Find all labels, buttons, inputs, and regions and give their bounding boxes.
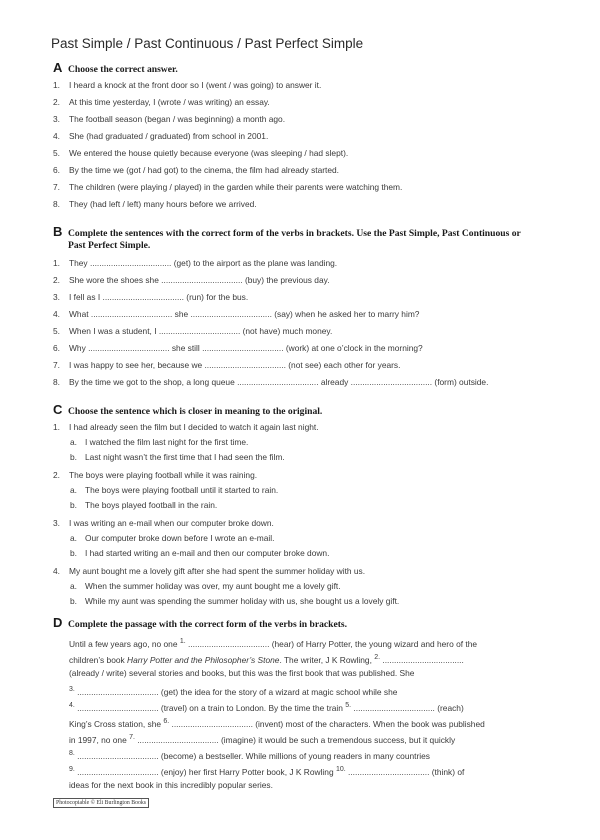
passage-line-10 (69, 780, 273, 791)
item-text: Why ................................... she still ................................... (work) at one o’clock in the morning? (69, 343, 423, 353)
section-c-item-3-option-b (70, 548, 329, 559)
passage-text: (already / write) several stories and books, but this was the first book that was published. She (69, 668, 415, 678)
photocopiable-footer: Photocopiable © Eli Burlington Books (53, 798, 149, 808)
passage-line-2 (69, 652, 464, 666)
section-a-item-8 (53, 199, 257, 210)
option-text: Our computer broke down before I wrote an e-mail. (85, 533, 275, 543)
section-a-item-7 (53, 182, 402, 193)
section-a-heading (53, 60, 178, 76)
passage-text: children’s book (69, 654, 128, 665)
item-text: The boys were playing football while it was raining. (69, 470, 258, 480)
option-text: The boys were playing football until it started to rain. (85, 485, 279, 495)
item-text: She (had graduated / graduated) from school in 2001. (69, 131, 269, 141)
item-text: We entered the house quietly because everyone (was sleeping / had slept). (69, 148, 349, 158)
section-c-item-4-option-b (70, 596, 399, 607)
option-text: The boys played football in the rain. (85, 500, 218, 510)
passage-text: ................................... (hear) of Harry Potter, the young wizard and hero of the (185, 638, 478, 649)
item-number: 4. (53, 566, 60, 576)
passage-line-6 (69, 716, 485, 730)
section-a-item-3 (53, 114, 285, 125)
passage-text: ................................... (enjoy) her first Harry Potter book, J K Rowling (74, 766, 336, 777)
item-number: 6. (53, 343, 60, 353)
item-number: 7. (53, 360, 60, 370)
item-number: 2. (53, 470, 60, 480)
item-text: My aunt bought me a lovely gift after she had spent the summer holiday with us. (69, 566, 366, 576)
item-number: 5. (53, 148, 60, 158)
section-a-instruction: Choose the correct answer. (68, 64, 178, 75)
item-text: I was happy to see her, because we ................................... (not see) each other for years. (69, 360, 401, 370)
passage-text: Until a few years ago, no one (69, 638, 180, 649)
gap-number: 4. (69, 702, 75, 709)
passage-line-7 (69, 732, 455, 746)
book-title: Harry Potter and the Philosopher’s Stone (127, 654, 280, 665)
item-number: 8. (53, 377, 60, 387)
instruction-line-2: Past Perfect Simple. (68, 240, 151, 251)
section-b-item-6 (53, 343, 423, 354)
section-d-heading (53, 615, 347, 631)
passage-text: ................................... (invent) most of the characters. When the book was published (169, 718, 485, 729)
item-text: I was writing an e-mail when our computer broke down. (69, 518, 274, 528)
item-text: I heard a knock at the front door so I (went / was going) to answer it. (69, 80, 322, 90)
item-number: 4. (53, 309, 60, 319)
item-number: 3. (53, 114, 60, 124)
item-text: When I was a student, I ................................... (not have) much money. (69, 326, 333, 336)
section-c-letter: C (53, 402, 63, 417)
section-c-item-1-option-b (70, 452, 285, 463)
item-number: 3. (53, 292, 60, 302)
item-text: By the time we got to the shop, a long queue ................................... already ................................... (form) outside. (69, 377, 489, 387)
item-text: I fell as I ................................... (run) for the bus. (69, 292, 249, 302)
section-a-item-6 (53, 165, 339, 176)
section-b-item-5 (53, 326, 332, 337)
passage-line-5 (69, 700, 464, 714)
section-a-letter: A (53, 60, 63, 75)
item-number: 1. (53, 80, 60, 90)
section-b-item-2 (53, 275, 330, 286)
option-letter: a. (70, 437, 77, 447)
item-number: 2. (53, 97, 60, 107)
page-title: Past Simple / Past Continuous / Past Perfect Simple (51, 36, 364, 51)
section-c-item-1 (53, 422, 319, 433)
section-b-heading (53, 224, 521, 252)
option-text: When the summer holiday was over, my aunt bought me a lovely gift. (85, 581, 341, 591)
passage-line-8 (69, 748, 430, 762)
section-d-letter: D (53, 615, 63, 630)
option-letter: b. (70, 596, 77, 606)
section-c-instruction: Choose the sentence which is closer in meaning to the original. (68, 406, 323, 417)
section-c-item-1-option-a (70, 437, 248, 448)
gap-number: 7. (129, 734, 135, 741)
passage-text: in 1997, no one (69, 734, 130, 745)
item-text: I had already seen the film but I decided to watch it again last night. (69, 422, 319, 432)
section-c-item-2 (53, 470, 257, 481)
option-letter: a. (70, 581, 77, 591)
section-c-item-2-option-b (70, 500, 217, 511)
item-text: The children (were playing / played) in the garden while their parents were watching them. (69, 182, 403, 192)
gap-number: 9. (69, 766, 75, 773)
item-number: 6. (53, 165, 60, 175)
item-text: They (had left / left) many hours before we arrived. (69, 199, 257, 209)
item-text: What ................................... she ................................... (say) when he asked her to marry him? (69, 309, 420, 319)
option-letter: b. (70, 500, 77, 510)
section-d-instruction: Complete the passage with the correct form of the verbs in brackets. (68, 619, 348, 630)
passage-line-1 (69, 636, 477, 650)
option-text: I watched the film last night for the first time. (85, 437, 249, 447)
option-text: While my aunt was spending the summer holiday with us, she bought us a lovely gift. (85, 596, 400, 606)
passage-text: ................................... (380, 654, 464, 665)
item-text: The football season (began / was beginning) a month ago. (69, 114, 286, 124)
option-letter: a. (70, 485, 77, 495)
section-c-item-4 (53, 566, 365, 577)
item-number: 8. (53, 199, 60, 209)
passage-text: ................................... (become) a bestseller. While millions of young readers in many countries (74, 750, 430, 761)
instruction-line-1: Complete the sentences with the correct form of the verbs in brackets. Use the Past Simple, Past Continuous or (68, 228, 521, 239)
section-c-item-3 (53, 518, 274, 529)
item-text: She wore the shoes she ................................... (buy) the previous day. (69, 275, 330, 285)
section-c-item-4-option-a (70, 581, 341, 592)
item-number: 4. (53, 131, 60, 141)
section-b-instruction (68, 228, 521, 252)
section-a-item-2 (53, 97, 270, 108)
gap-number: 6. (163, 718, 170, 725)
section-c-heading (53, 402, 322, 418)
section-c-item-2-option-a (70, 485, 278, 496)
passage-text: ideas for the next book in this incredibly popular series. (69, 780, 273, 790)
section-a-item-4 (53, 131, 268, 142)
gap-number: 3. (69, 686, 75, 693)
section-b-item-8 (53, 377, 488, 388)
gap-number: 1. (179, 638, 186, 645)
item-number: 1. (53, 422, 60, 432)
passage-text: ................................... (travel) on a train to London. By the time the train (74, 702, 346, 713)
gap-number: 10. (335, 766, 346, 773)
passage-text: . The writer, J K Rowling, (279, 654, 375, 665)
item-number: 3. (53, 518, 60, 528)
gap-number: 2. (374, 654, 381, 661)
option-text: Last night wasn’t the first time that I had seen the film. (85, 452, 285, 462)
section-c-item-3-option-a (70, 533, 274, 544)
passage-text: King’s Cross station, she (69, 718, 164, 729)
passage-line-4 (69, 684, 397, 698)
section-b-item-1 (53, 258, 337, 269)
passage-text: ................................... (reach) (351, 702, 464, 713)
option-text: I had started writing an e-mail and then our computer broke down. (85, 548, 330, 558)
option-letter: b. (70, 452, 77, 462)
item-number: 2. (53, 275, 60, 285)
section-b-letter: B (53, 224, 63, 239)
item-number: 5. (53, 326, 60, 336)
section-a-item-5 (53, 148, 348, 159)
item-text: They ................................... (get) to the airport as the plane was landing. (69, 258, 338, 268)
section-b-item-3 (53, 292, 248, 303)
passage-text: ................................... (think) of (345, 766, 465, 777)
section-b-item-4 (53, 309, 419, 320)
item-number: 1. (53, 258, 60, 268)
section-b-item-7 (53, 360, 400, 371)
gap-number: 5. (345, 702, 352, 709)
option-letter: b. (70, 548, 77, 558)
item-text: At this time yesterday, I (wrote / was writing) an essay. (69, 97, 270, 107)
section-a-item-1 (53, 80, 321, 91)
passage-line-9 (69, 764, 464, 778)
option-letter: a. (70, 533, 77, 543)
passage-text: ................................... (get) the idea for the story of a wizard at magic school while she (74, 686, 398, 697)
passage-text: ................................... (imagine) it would be such a tremendous success, but it quickly (134, 734, 456, 745)
gap-number: 8. (69, 750, 75, 757)
passage-line-3 (69, 668, 414, 679)
item-number: 7. (53, 182, 60, 192)
item-text: By the time we (got / had got) to the cinema, the film had already started. (69, 165, 339, 175)
